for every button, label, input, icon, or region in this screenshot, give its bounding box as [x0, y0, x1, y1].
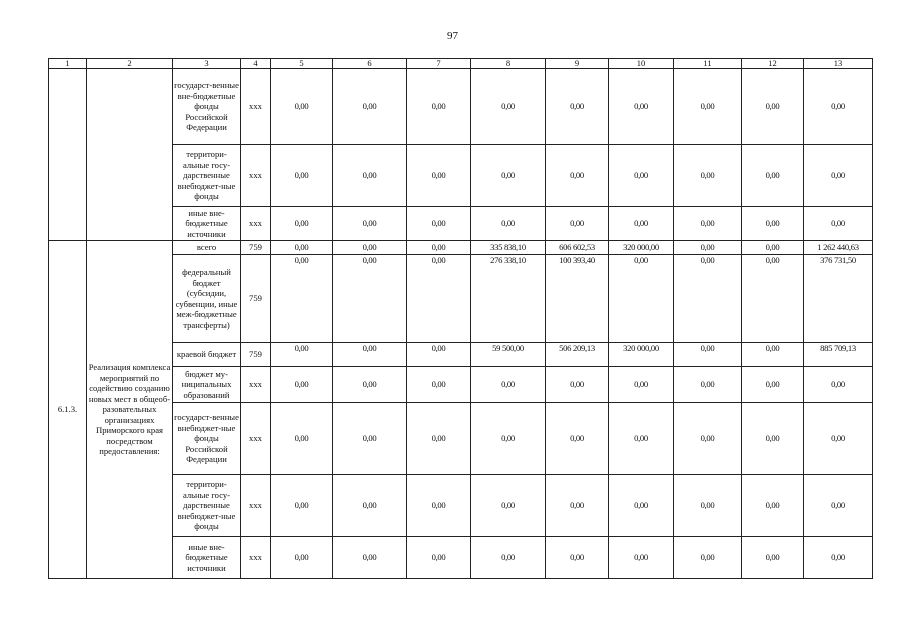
amount-cell: 0,00 [471, 475, 546, 537]
amount-cell: 0,00 [674, 255, 742, 343]
amount-cell: 0,00 [609, 367, 674, 403]
table-row [49, 475, 873, 537]
amount-cell: 335 838,10 [471, 241, 546, 255]
amount-cell: 0,00 [271, 255, 333, 343]
item-name-cell [87, 69, 173, 241]
funding-source: государст-венные вне-бюджетные фонды Российской Федерации [173, 69, 241, 145]
amount-cell: 0,00 [674, 207, 742, 241]
amount-cell: 885 709,13 [804, 343, 873, 367]
budget-code: ххх [241, 537, 271, 579]
budget-code: ххх [241, 69, 271, 145]
amount-cell: 100 393,40 [546, 255, 609, 343]
table-row [49, 255, 873, 343]
column-header: 8 [471, 59, 546, 69]
funding-source: территори-альные госу-дарственные внебюджет-ные фонды [173, 475, 241, 537]
amount-cell: 0,00 [271, 367, 333, 403]
amount-cell: 0,00 [546, 207, 609, 241]
amount-cell: 0,00 [742, 207, 804, 241]
amount-cell: 0,00 [742, 69, 804, 145]
budget-code: ххх [241, 475, 271, 537]
amount-cell: 276 338,10 [471, 255, 546, 343]
amount-cell: 0,00 [609, 403, 674, 475]
amount-cell: 0,00 [407, 255, 471, 343]
amount-cell: 0,00 [742, 241, 804, 255]
amount-cell: 0,00 [609, 475, 674, 537]
budget-code: 759 [241, 343, 271, 367]
amount-cell: 0,00 [333, 207, 407, 241]
budget-table [48, 58, 873, 579]
amount-cell: 0,00 [742, 145, 804, 207]
amount-cell: 0,00 [407, 343, 471, 367]
column-number-row [49, 59, 873, 69]
amount-cell: 0,00 [674, 537, 742, 579]
column-header: 9 [546, 59, 609, 69]
amount-cell: 0,00 [271, 145, 333, 207]
amount-cell: 506 209,13 [546, 343, 609, 367]
amount-cell: 0,00 [407, 403, 471, 475]
table-row [49, 367, 873, 403]
amount-cell: 0,00 [471, 145, 546, 207]
amount-cell: 0,00 [333, 343, 407, 367]
amount-cell: 0,00 [742, 403, 804, 475]
funding-source: краевой бюджет [173, 343, 241, 367]
table-row [49, 343, 873, 367]
amount-cell: 0,00 [271, 69, 333, 145]
amount-cell: 0,00 [407, 207, 471, 241]
amount-cell: 0,00 [742, 475, 804, 537]
table-row [49, 145, 873, 207]
amount-cell: 0,00 [674, 343, 742, 367]
amount-cell: 0,00 [609, 145, 674, 207]
amount-cell: 0,00 [333, 475, 407, 537]
item-number: 6.1.3. [49, 241, 87, 579]
amount-cell: 1 262 440,63 [804, 241, 873, 255]
amount-cell: 0,00 [804, 475, 873, 537]
amount-cell: 0,00 [407, 145, 471, 207]
column-header: 3 [173, 59, 241, 69]
column-header: 12 [742, 59, 804, 69]
page-number: 97 [447, 30, 458, 42]
amount-cell: 0,00 [674, 403, 742, 475]
amount-cell: 0,00 [271, 343, 333, 367]
column-header: 13 [804, 59, 873, 69]
amount-cell: 0,00 [407, 367, 471, 403]
column-header: 10 [609, 59, 674, 69]
amount-cell: 0,00 [804, 537, 873, 579]
amount-cell: 0,00 [742, 367, 804, 403]
amount-cell: 0,00 [804, 69, 873, 145]
column-header: 7 [407, 59, 471, 69]
amount-cell: 0,00 [333, 537, 407, 579]
amount-cell: 0,00 [333, 367, 407, 403]
item-number-cell [49, 69, 87, 241]
amount-cell: 0,00 [546, 403, 609, 475]
amount-cell: 0,00 [804, 367, 873, 403]
amount-cell: 0,00 [742, 255, 804, 343]
budget-code: ххх [241, 207, 271, 241]
amount-cell: 0,00 [333, 241, 407, 255]
amount-cell: 0,00 [333, 69, 407, 145]
column-header: 4 [241, 59, 271, 69]
amount-cell: 0,00 [674, 475, 742, 537]
amount-cell: 0,00 [804, 207, 873, 241]
table-row [49, 403, 873, 475]
table-row [49, 241, 873, 255]
funding-source: территори-альные госу-дарственные внебюджет-ные фонды [173, 145, 241, 207]
budget-code: ххх [241, 367, 271, 403]
amount-cell: 0,00 [271, 207, 333, 241]
amount-cell: 0,00 [407, 241, 471, 255]
budget-code: 759 [241, 241, 271, 255]
amount-cell: 0,00 [742, 343, 804, 367]
amount-cell: 0,00 [674, 241, 742, 255]
amount-cell: 0,00 [674, 69, 742, 145]
budget-code: ххх [241, 145, 271, 207]
funding-source: бюджет му-ниципальных образований [173, 367, 241, 403]
funding-source: иные вне-бюджетные источники [173, 207, 241, 241]
amount-cell: 0,00 [609, 537, 674, 579]
amount-cell: 0,00 [804, 145, 873, 207]
amount-cell: 0,00 [407, 69, 471, 145]
budget-code: 759 [241, 255, 271, 343]
column-header: 6 [333, 59, 407, 69]
amount-cell: 0,00 [609, 255, 674, 343]
amount-cell: 320 000,00 [609, 241, 674, 255]
amount-cell: 0,00 [674, 145, 742, 207]
amount-cell: 0,00 [333, 145, 407, 207]
amount-cell: 0,00 [546, 475, 609, 537]
column-header: 5 [271, 59, 333, 69]
amount-cell: 0,00 [546, 145, 609, 207]
funding-source: всего [173, 241, 241, 255]
amount-cell: 0,00 [471, 537, 546, 579]
amount-cell: 0,00 [271, 403, 333, 475]
amount-cell: 59 500,00 [471, 343, 546, 367]
amount-cell: 0,00 [546, 537, 609, 579]
column-header: 2 [87, 59, 173, 69]
amount-cell: 0,00 [804, 403, 873, 475]
amount-cell: 0,00 [471, 403, 546, 475]
amount-cell: 0,00 [271, 475, 333, 537]
table-row [49, 207, 873, 241]
item-name: Реализация комплекса мероприятий по содействию созданию новых мест в общеоб-разовательных организациях Приморского края посредством предоставления: [87, 241, 173, 579]
amount-cell: 606 602,53 [546, 241, 609, 255]
amount-cell: 0,00 [546, 69, 609, 145]
amount-cell: 0,00 [742, 537, 804, 579]
amount-cell: 376 731,50 [804, 255, 873, 343]
amount-cell: 0,00 [609, 69, 674, 145]
funding-source: иные вне-бюджетные источники [173, 537, 241, 579]
table-row [49, 69, 873, 145]
amount-cell: 0,00 [609, 207, 674, 241]
column-header: 1 [49, 59, 87, 69]
amount-cell: 0,00 [471, 69, 546, 145]
amount-cell: 0,00 [271, 537, 333, 579]
amount-cell: 0,00 [271, 241, 333, 255]
funding-source: федеральный бюджет (субсидии, субвенции, иные меж-бюджетные трансферты) [173, 255, 241, 343]
funding-source: государст-венные внебюджет-ные фонды Российской Федерации [173, 403, 241, 475]
amount-cell: 320 000,00 [609, 343, 674, 367]
amount-cell: 0,00 [407, 475, 471, 537]
budget-code: ххх [241, 403, 271, 475]
amount-cell: 0,00 [546, 367, 609, 403]
amount-cell: 0,00 [471, 207, 546, 241]
table-row [49, 537, 873, 579]
amount-cell: 0,00 [333, 403, 407, 475]
column-header: 11 [674, 59, 742, 69]
amount-cell: 0,00 [674, 367, 742, 403]
amount-cell: 0,00 [471, 367, 546, 403]
amount-cell: 0,00 [333, 255, 407, 343]
amount-cell: 0,00 [407, 537, 471, 579]
